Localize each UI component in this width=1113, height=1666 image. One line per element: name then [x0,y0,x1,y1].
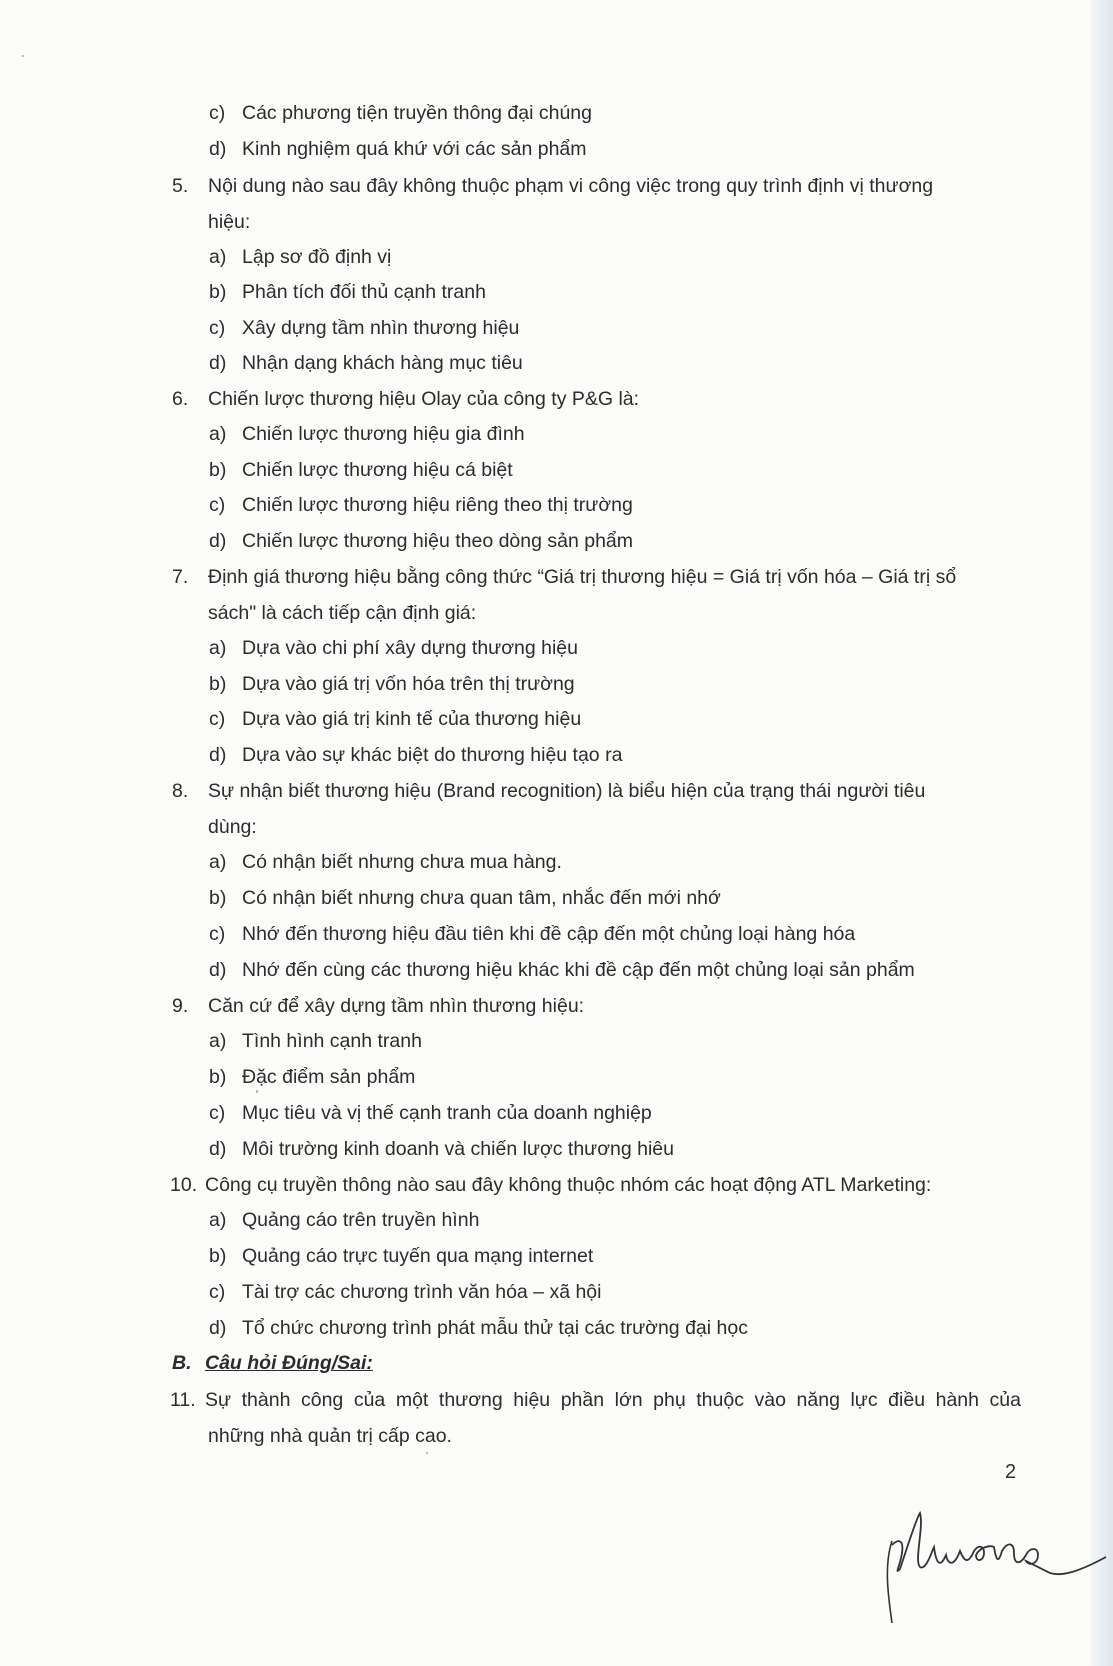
option-text: Nhận dạng khách hàng mục tiêu [242,352,523,374]
option-text: Dựa vào sự khác biệt do thương hiệu tạo ra [242,744,623,766]
scan-edge [1091,0,1113,1666]
option-letter: d) [209,1317,227,1339]
option-text: Chiến lược thương hiệu gia đình [242,423,525,445]
option-text: Đặc điểm sản phẩm [242,1066,416,1088]
question-number: 7. [172,566,189,588]
option-text: Kinh nghiệm quá khứ với các sản phẩm [242,138,587,160]
scan-speck [22,55,24,57]
option-letter: a) [209,851,227,873]
option-letter: d) [209,1138,227,1160]
option-letter: b) [209,459,227,481]
option-text: Có nhận biết nhưng chưa quan tâm, nhắc đến mới nhớ [242,887,721,909]
option-text: Chiến lược thương hiệu riêng theo thị trường [242,494,633,516]
option-text: Dựa vào giá trị vốn hóa trên thị trường [242,673,575,695]
question-text: Chiến lược thương hiệu Olay của công ty P&G là: [208,388,640,410]
option-text: Có nhận biết nhưng chưa mua hàng. [242,851,562,873]
question-number: 10. [170,1174,198,1196]
question-text: những nhà quản trị cấp cao. [208,1425,452,1447]
option-letter: c) [209,708,226,730]
question-number: 5. [172,175,189,197]
question-text: sách" là cách tiếp cận định giá: [208,602,477,624]
option-letter: d) [209,352,227,374]
option-letter: a) [209,246,227,268]
option-letter: b) [209,1066,227,1088]
question-text: Sự thành công của một thương hiệu phần lớn phụ thuộc vào năng lực điều hành của [205,1389,1021,1411]
question-text: Nội dung nào sau đây không thuộc phạm vi công việc trong quy trình định vị thương [208,175,934,197]
handwritten-signature [880,1505,1110,1625]
question-text: Công cụ truyền thông nào sau đây không thuộc nhóm các hoạt động ATL Marketing: [205,1174,932,1196]
option-letter: c) [209,494,226,516]
option-letter: a) [209,1209,227,1231]
question-number: 9. [172,995,189,1017]
question-number: 11. [170,1389,196,1411]
option-text: Xây dựng tầm nhìn thương hiệu [242,317,520,339]
option-text: Nhớ đến thương hiệu đầu tiên khi đề cập đến một chủng loại hàng hóa [242,923,856,945]
option-text: Nhớ đến cùng các thương hiệu khác khi đề cập đến một chủng loại sản phẩm [242,959,915,981]
option-letter: b) [209,887,227,909]
question-text: Sự nhận biết thương hiệu (Brand recognition) là biểu hiện của trạng thái người tiêu [208,780,926,802]
question-number: 8. [172,780,189,802]
question-text: Định giá thương hiệu bằng công thức “Giá trị thương hiệu = Giá trị vốn hóa – Giá trị sổ [208,566,957,588]
question-number: 6. [172,388,189,410]
option-letter: d) [209,744,227,766]
option-text: Dựa vào giá trị kinh tế của thương hiệu [242,708,582,730]
option-text: Chiến lược thương hiệu theo dòng sản phẩm [242,530,634,552]
option-letter: c) [209,102,226,124]
option-text: Tình hình cạnh tranh [242,1030,422,1052]
option-text: Lập sơ đồ định vị [242,246,392,268]
option-letter: b) [209,1245,227,1267]
option-letter: c) [209,1281,226,1303]
option-letter: c) [209,317,226,339]
question-text: hiệu: [208,211,251,233]
option-text: Tài trợ các chương trình văn hóa – xã hội [242,1281,602,1303]
option-text: Quảng cáo trên truyền hình [242,1209,480,1231]
option-text: Chiến lược thương hiệu cá biệt [242,459,513,481]
section-letter: B. [172,1352,192,1374]
option-text: Tổ chức chương trình phát mẫu thử tại các trường đại học [242,1317,748,1339]
option-letter: d) [209,959,227,981]
option-letter: c) [209,1102,226,1124]
option-letter: d) [209,530,227,552]
option-text: Mục tiêu và vị thế cạnh tranh của doanh nghiệp [242,1102,652,1124]
section-title: Câu hỏi Đúng/Sai: [205,1352,373,1374]
option-letter: d) [209,138,227,160]
question-text: Căn cứ để xây dựng tầm nhìn thương hiệu: [208,995,585,1017]
option-text: Các phương tiện truyền thông đại chúng [242,102,592,124]
option-letter: a) [209,423,227,445]
option-letter: c) [209,923,226,945]
option-text: Môi trường kinh doanh và chiến lược thương hiêu [242,1138,674,1160]
option-letter: b) [209,673,227,695]
option-text: Phân tích đối thủ cạnh tranh [242,281,486,303]
option-letter: a) [209,637,227,659]
scan-speck [256,1090,258,1093]
option-letter: a) [209,1030,227,1052]
option-letter: b) [209,281,227,303]
option-text: Quảng cáo trực tuyến qua mạng internet [242,1245,594,1267]
scan-speck [426,1452,428,1454]
option-text: Dựa vào chi phí xây dựng thương hiệu [242,637,578,659]
question-text: dùng: [208,816,257,838]
page-number: 2 [1005,1461,1017,1483]
